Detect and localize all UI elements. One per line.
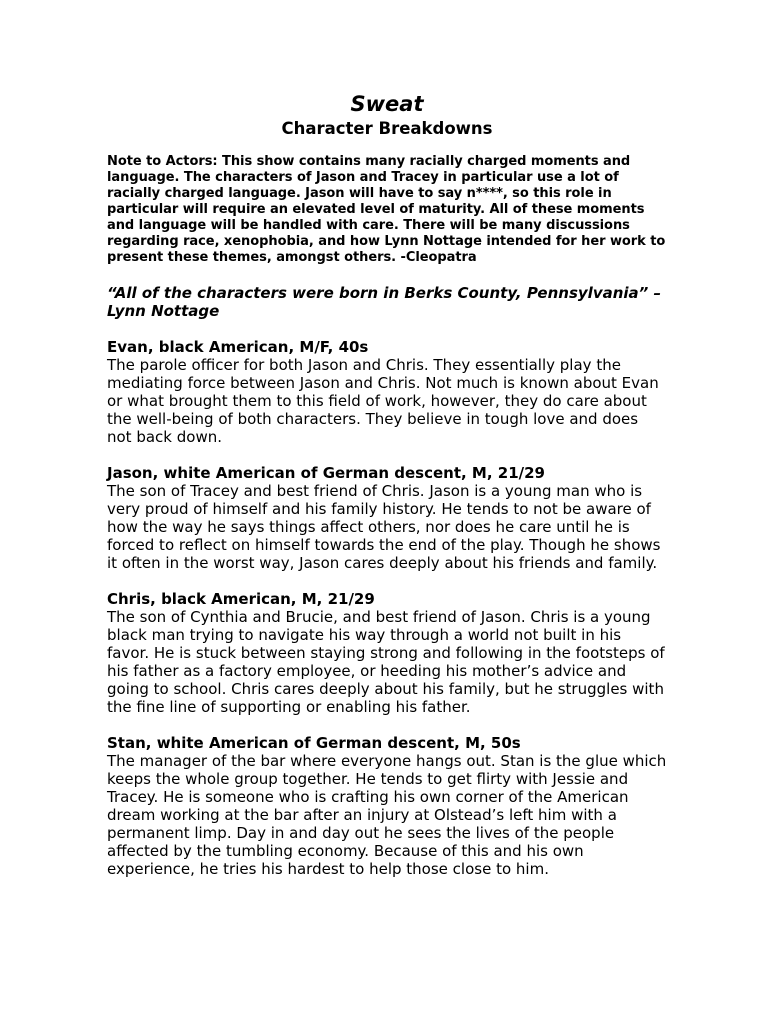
- note-to-actors: Note to Actors: This show contains many racially charged moments and language. The characters of Jason and Tracey in particular use a lot of racially charged language. Jason will have to say n****, so this role in particular will require an elevated level of maturity. All of these moments and language will be handled with care. There will be many discussions regarding race, xenophobia, and how Lynn Nottage intended for her work to present these themes, amongst others. -Cleopatra: [107, 154, 666, 265]
- character-heading: Evan, black American, M/F, 40s: [107, 338, 369, 356]
- document-subtitle: Character Breakdowns: [281, 119, 493, 138]
- document-title: Sweat: [350, 92, 424, 116]
- character-description: The son of Tracey and best friend of Chris. Jason is a young man who is very proud of himself and his family history. He tends to not be aware of how the way he says things affect others, nor does he care until he is forced to reflect on himself towards the end of the play. Though he shows it often in the worst way, Jason cares deeply about his friends and family.: [107, 482, 661, 572]
- character-heading: Jason, white American of German descent, M, 21/29: [107, 464, 545, 482]
- document-page: [107, 90, 667, 896]
- character-evan: [107, 338, 667, 446]
- character-chris: [107, 590, 667, 716]
- character-description: The manager of the bar where everyone hangs out. Stan is the glue which keeps the whole group together. He tends to get flirty with Jessie and Tracey. He is someone who is crafting his own corner of the American dream working at the bar after an injury at Olstead’s left him with a permanent limp. Day in and day out he sees the lives of the people affected by the tumbling economy. Because of this and his own experience, he tries his hardest to help those close to him.: [107, 752, 667, 878]
- character-heading: Stan, white American of German descent, M, 50s: [107, 734, 521, 752]
- character-heading: Chris, black American, M, 21/29: [107, 590, 375, 608]
- playwright-quote: “All of the characters were born in Berks County, Pennsylvania” – Lynn Nottage: [107, 284, 662, 320]
- character-description: The parole officer for both Jason and Chris. They essentially play the mediating force between Jason and Chris. Not much is known about Evan or what brought them to this field of work, however, they do care about the well-being of both characters. They believe in tough love and does not back down.: [107, 356, 659, 446]
- character-description: The son of Cynthia and Brucie, and best friend of Jason. Chris is a young black man trying to navigate his way through a world not built in his favor. He is stuck between staying strong and following in the footsteps of his father as a factory employee, or heeding his mother’s advice and going to school. Chris cares deeply about his family, but he struggles with the fine line of supporting or enabling his father.: [107, 608, 665, 716]
- character-stan: [107, 734, 667, 878]
- character-jason: [107, 464, 667, 572]
